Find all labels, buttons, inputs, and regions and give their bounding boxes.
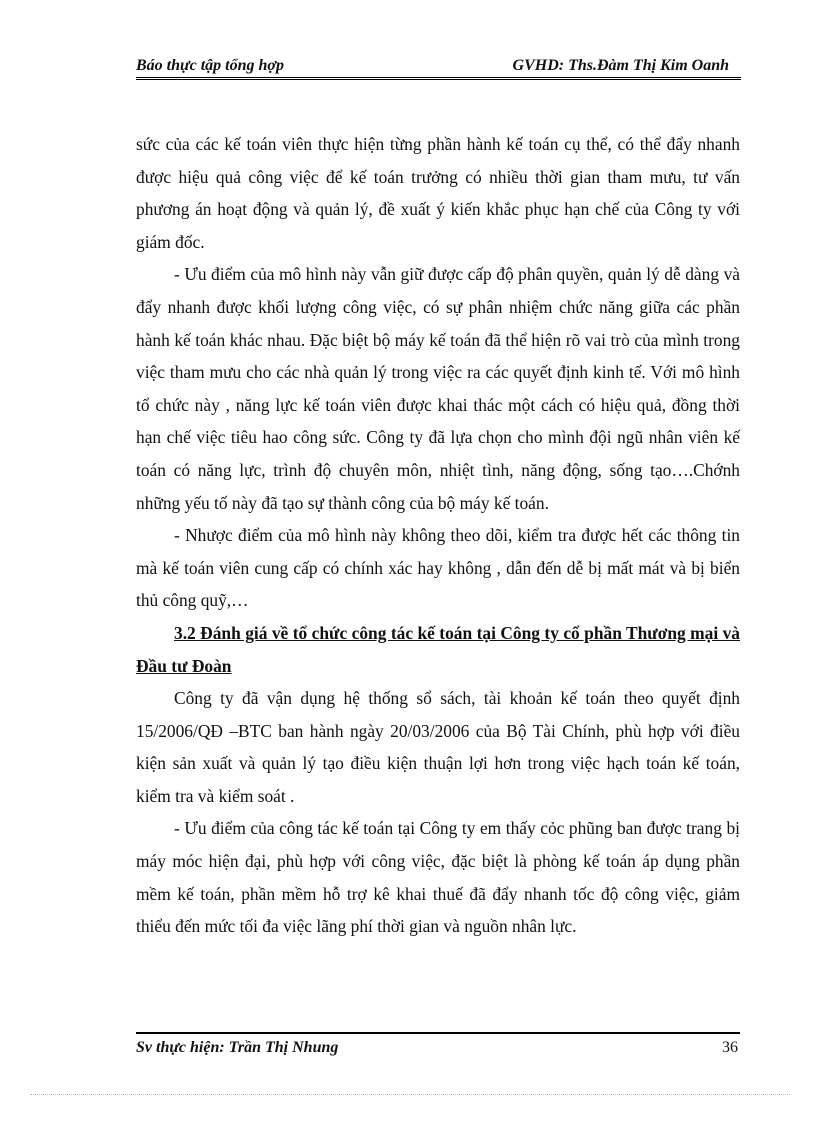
document-body <box>136 128 740 943</box>
page-bottom-divider <box>30 1094 790 1095</box>
paragraph-advantages: - Ưu điểm của mô hình này vẫn giữ được cấp độ phân quyền, quản lý dễ dàng và đẩy nhanh được khối lượng công việc, có sự phân nhiệm chức năng giữa các phần hành kế toán khác nhau. Đặc biệt bộ máy kế toán đã thể hiện rõ vai trò của mình trong việc tham mưu cho các nhà quản lý trong việc ra các quyết định kinh tế. Với mô hình tổ chức này , năng lực kế toán viên được khai thác một cách có hiệu quả, đồng thời hạn chế việc tiêu hao công sức. Công ty đã lựa chọn cho mình đội ngũ nhân viên kế toán có năng lực, trình độ chuyên môn, nhiệt tình, năng động, sống tạo….Chớnh những yếu tố này đã tạo sự thành công của bộ máy kế toán. <box>136 264 740 513</box>
supervisor-name: GVHD: Ths.Đàm Thị Kim Oanh <box>512 57 729 74</box>
student-name: Sv thực hiện: Trần Thị Nhung <box>136 1039 339 1056</box>
report-title: Báo thực tập tổng hợp <box>136 57 284 74</box>
paragraph-accounting-advantages: - Ưu điểm của công tác kế toán tại Công ty em thấy cỏc phũng ban được trang bị máy móc hiện đại, phù hợp với công việc, đặc biệt là phòng kế toán áp dụng phần mềm kế toán, phần mềm hỗ trợ kê khai thuế đã đẩy nhanh tốc độ công việc, giảm thiểu đến mức tối đa việc lãng phí thời gian và nguồn nhân lực. <box>136 818 740 937</box>
page-number: 36 <box>722 1039 738 1056</box>
paragraph-continuation: sức của các kế toán viên thực hiện từng phần hành kế toán cụ thể, có thể đẩy nhanh được hiệu quả công việc để kế toán trưởng có nhiều thời gian tham mưu, tư vấn phương án hoạt động và quản lý, đề xuất ý kiến khắc phục hạn chế của Công ty với giám đốc. <box>136 134 740 252</box>
section-heading: 3.2 Đánh giá về tổ chức công tác kế toán tại Công ty cổ phần Thương mại và Đầu tư Đoàn <box>136 622 740 676</box>
page-header <box>136 55 741 80</box>
page-footer <box>136 1032 740 1060</box>
paragraph-accounting-system: Công ty đã vận dụng hệ thống sổ sách, tài khoản kế toán theo quyết định 15/2006/QĐ –BTC ban hành ngày 20/03/2006 của Bộ Tài Chính, phù hợp với điều kiện sản xuất và quản lý tạo điều kiện thuận lợi hơn trong việc hạch toán kế toán, kiểm tra và kiểm soát . <box>136 688 740 806</box>
paragraph-disadvantages: - Nhược điểm của mô hình này không theo dõi, kiểm tra được hết các thông tin mà kế toán viên cung cấp có chính xác hay không , dẫn đến dễ bị mất mát và bị biển thủ công quỹ,… <box>136 525 740 611</box>
